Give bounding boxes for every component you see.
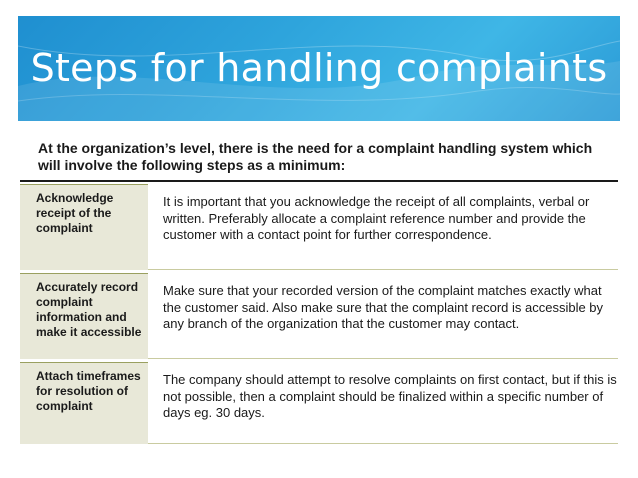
table-row	[20, 184, 618, 270]
row-label: Attach timeframes for resolution of complaint	[20, 362, 148, 444]
row-divider	[148, 443, 618, 444]
title-banner	[18, 16, 620, 121]
row-divider	[148, 358, 618, 359]
row-divider	[148, 269, 618, 270]
row-label: Acknowledge receipt of the complaint	[20, 184, 148, 270]
table-row	[20, 273, 618, 359]
row-text: The company should attempt to resolve complaints on first contact, but if this is not possible, then a complaint should be finalized within a specific number of days eg. 30 days.	[163, 372, 617, 420]
row-text: Make sure that your recorded version of the complaint matches exactly what the customer said. Also make sure that the complaint record is accessible by any branch of the organization that the customer may contact.	[163, 283, 604, 331]
intro-text: At the organization’s level, there is the need for a complaint handling system which will involve the following steps as a minimum:	[38, 140, 593, 173]
row-text: It is important that you acknowledge the receipt of all complaints, verbal or written. Preferably allocate a complaint reference number and provide the customer with a contact point for further correspondence.	[163, 194, 590, 242]
intro-divider	[20, 180, 618, 182]
slide-title: Steps for handling complaints	[30, 46, 608, 90]
table-row	[20, 362, 618, 444]
row-label: Accurately record complaint information and make it accessible	[20, 273, 148, 359]
